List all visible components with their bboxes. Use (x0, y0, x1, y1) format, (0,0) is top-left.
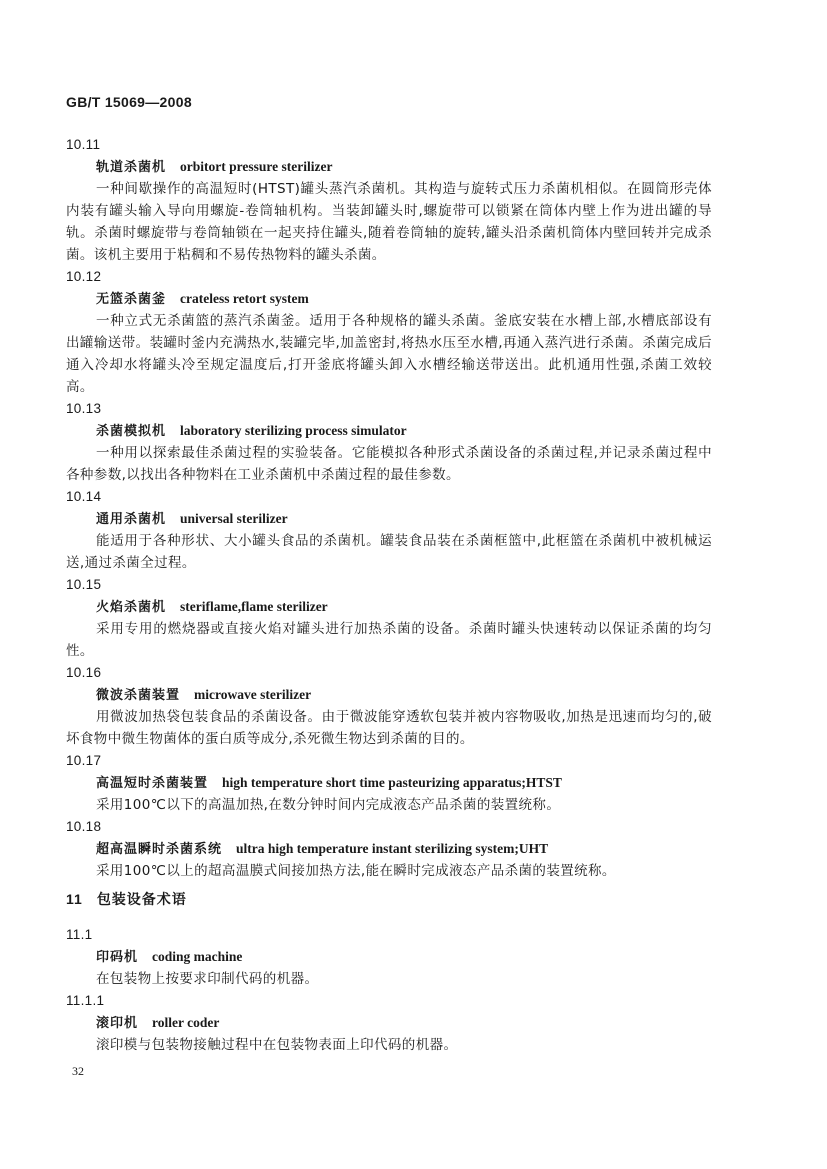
term-english: orbitort pressure sterilizer (180, 159, 333, 174)
entry-number: 10.11 (66, 137, 101, 152)
term-heading (66, 420, 712, 442)
term-english: ultra high temperature instant sterilizing system;UHT (236, 841, 549, 856)
term-definition: 一种间歇操作的高温短时(HTST)罐头蒸汽杀菌机。其构造与旋转式压力杀菌机相似。在圆筒形壳体内装有罐头输入导向用螺旋-卷筒轴机构。当装卸罐头时,螺旋带可以锁紧在筒体内壁上作为进出罐的导轨。杀菌时螺旋带与卷筒轴锁在一起夹持住罐头,随着卷筒轴的旋转,罐头沿杀菌机筒体内壁回转并完成杀菌。该机主要用于粘稠和不易传热物料的罐头杀菌。 (66, 181, 712, 263)
term-chinese: 无篮杀菌釜 (96, 292, 167, 307)
term-definition: 采用100℃以上的超高温膜式间接加热方法,能在瞬时完成液态产品杀菌的装置统称。 (96, 863, 616, 879)
term-chinese: 火焰杀菌机 (96, 600, 167, 615)
term-heading (66, 684, 712, 706)
term-english: laboratory sterilizing process simulator (180, 423, 407, 438)
standard-code-header: GB/T 15069—2008 (66, 94, 192, 110)
term-chinese: 微波杀菌装置 (96, 688, 181, 703)
term-definition: 滚印模与包装物接触过程中在包装物表面上印代码的机器。 (96, 1037, 458, 1053)
entry-number: 10.17 (66, 753, 102, 768)
term-heading (66, 596, 712, 618)
term-english: roller coder (152, 1015, 220, 1030)
term-chinese: 滚印机 (96, 1016, 139, 1031)
term-chinese: 轨道杀菌机 (96, 160, 167, 175)
entry-number: 10.12 (66, 269, 102, 284)
term-english: coding machine (152, 949, 243, 964)
term-definition: 一种立式无杀菌篮的蒸汽杀菌釜。适用于各种规格的罐头杀菌。釜底安装在水槽上部,水槽底部设有出罐输送带。装罐时釜内充满热水,装罐完毕,加盖密封,将热水压至水槽,再通入蒸汽进行杀菌。杀菌完成后通入冷却水将罐头冷至规定温度后,打开釜底将罐头卸入水槽经输送带送出。此机通用性强,杀菌工效较高。 (66, 313, 712, 395)
term-english: microwave sterilizer (194, 687, 312, 702)
entry-number: 11.1.1 (66, 993, 105, 1008)
term-entry-11-1 (66, 924, 712, 990)
section-heading (66, 888, 712, 910)
term-chinese: 印码机 (96, 950, 139, 965)
section-number: 11 (66, 891, 83, 907)
term-heading (66, 1012, 712, 1034)
term-english: universal sterilizer (180, 511, 288, 526)
term-heading (66, 838, 712, 860)
term-heading (66, 156, 712, 178)
entry-number: 10.16 (66, 665, 102, 680)
term-entry-10-16 (66, 662, 712, 750)
term-entry-10-14 (66, 486, 712, 574)
entry-number: 10.14 (66, 489, 102, 504)
term-entry-11-1-1 (66, 990, 712, 1056)
entry-number: 10.15 (66, 577, 102, 592)
term-entry-10-15 (66, 574, 712, 662)
term-chinese: 超高温瞬时杀菌系统 (96, 842, 223, 857)
term-definition: 在包装物上按要求印制代码的机器。 (96, 971, 319, 987)
section-title: 包装设备术语 (96, 892, 187, 908)
term-entry-10-17 (66, 750, 712, 816)
term-entry-10-11 (66, 134, 712, 266)
term-chinese: 杀菌模拟机 (96, 424, 167, 439)
term-heading (66, 508, 712, 530)
term-english: crateless retort system (180, 291, 309, 306)
entry-number: 10.13 (66, 401, 102, 416)
term-chinese: 高温短时杀菌装置 (96, 776, 209, 791)
term-entry-10-18 (66, 816, 712, 882)
term-entry-10-13 (66, 398, 712, 486)
term-heading (66, 288, 712, 310)
term-entry-10-12 (66, 266, 712, 398)
content-body (66, 134, 712, 1056)
entry-number: 11.1 (66, 927, 93, 942)
term-heading (66, 772, 712, 794)
term-chinese: 通用杀菌机 (96, 512, 167, 527)
term-definition: 采用100℃以下的高温加热,在数分钟时间内完成液态产品杀菌的装置统称。 (96, 797, 561, 813)
term-definition: 用微波加热袋包装食品的杀菌设备。由于微波能穿透软包装并被内容物吸收,加热是迅速而均匀的,破坏食物中微生物菌体的蛋白质等成分,杀死微生物达到杀菌的目的。 (66, 709, 712, 747)
term-heading (66, 946, 712, 968)
term-english: steriflame,flame sterilizer (180, 599, 328, 614)
term-definition: 一种用以探索最佳杀菌过程的实验装备。它能模拟各种形式杀菌设备的杀菌过程,并记录杀菌过程中各种参数,以找出各种物料在工业杀菌机中杀菌过程的最佳参数。 (66, 445, 712, 483)
page-number: 32 (72, 1064, 84, 1078)
term-english: high temperature short time pasteurizing apparatus;HTST (222, 775, 562, 790)
term-definition: 能适用于各种形状、大小罐头食品的杀菌机。罐装食品装在杀菌框篮中,此框篮在杀菌机中被机械运送,通过杀菌全过程。 (66, 533, 712, 571)
term-definition: 采用专用的燃烧器或直接火焰对罐头进行加热杀菌的设备。杀菌时罐头快速转动以保证杀菌的均匀性。 (66, 621, 712, 659)
entry-number: 10.18 (66, 819, 102, 834)
